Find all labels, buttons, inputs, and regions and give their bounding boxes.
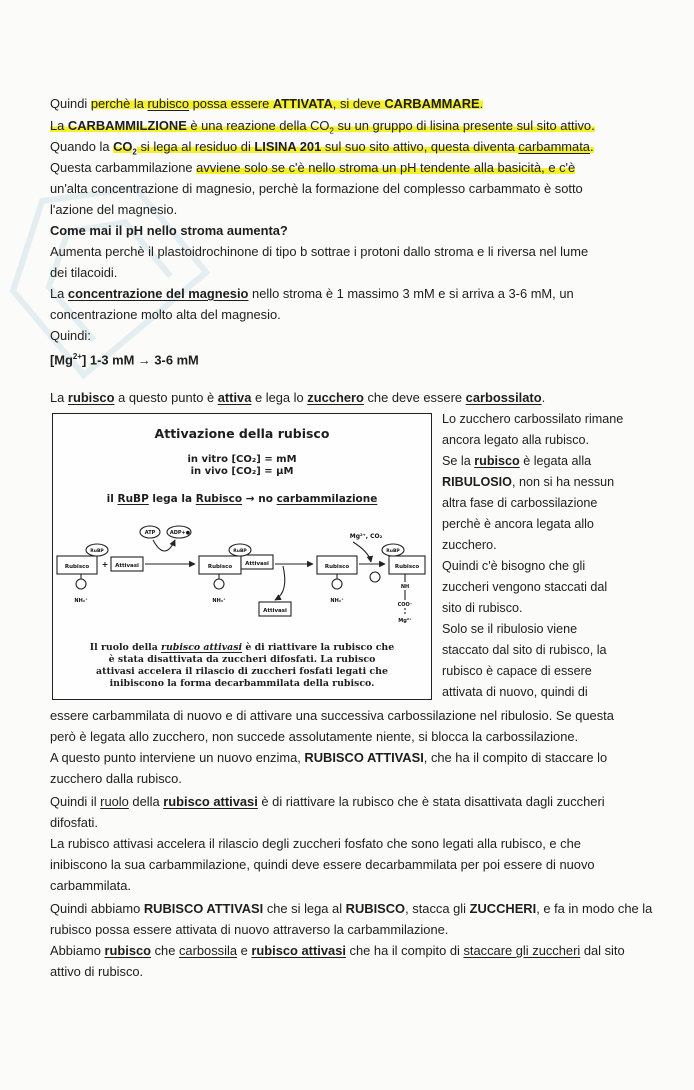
side-text-line: Solo se il ribulosio viene bbox=[442, 622, 578, 636]
rubisco-label: Rubisco bbox=[64, 564, 90, 570]
rubisco-label: Rubisco bbox=[394, 564, 420, 570]
side-text-line: zucchero. bbox=[442, 538, 497, 552]
text-line: La rubisco a questo punto è attiva e lega lo zucchero che deve essere carbossilato. bbox=[50, 390, 546, 405]
side-text-line: Quindi c'è bisogno che gli bbox=[442, 559, 586, 573]
text-line: un'alta concentrazione di magnesio, perchè la formazione del complesso carbammato è sotto bbox=[50, 181, 583, 196]
plus-sign: + bbox=[101, 560, 109, 569]
lysine-circle bbox=[370, 572, 380, 582]
side-text-line: ancora legato alla rubisco. bbox=[442, 433, 590, 447]
nh3-label: NH₃⁺ bbox=[212, 598, 226, 604]
nh3-label: NH₃⁺ bbox=[74, 598, 88, 604]
figure-caption: attivasi accelera il rilascio di zuccheri fosfati legati che bbox=[96, 666, 388, 677]
figure-title: Attivazione della rubisco bbox=[154, 426, 330, 441]
in-vitro-label: in vitro [CO₂] = mM bbox=[187, 454, 297, 465]
side-text-line: rubisco è capace di essere bbox=[442, 664, 592, 678]
text-line: Quindi perchè la rubisco possa essere ATTIVATA, si deve CARBAMMARE. bbox=[50, 96, 484, 111]
text-line: Quindi abbiamo RUBISCO ATTIVASI che si lega al RUBISCO, stacca gli ZUCCHERI, e fa in modo che la bbox=[50, 901, 653, 916]
formula-line: $[Mg^{2+}]$ 1-3 mM → 3-6 mM bbox=[50, 352, 199, 368]
adp-label: ADP+● bbox=[169, 530, 191, 536]
text-line: La rubisco attivasi accelera il rilascio degli zuccheri fosfato che sono legati alla rubisco, e che bbox=[50, 836, 581, 851]
text-line: dei tilacoidi. bbox=[50, 265, 118, 280]
text-line: però è legata allo zucchero, non succede assolutamente niente, si blocca la carbossilazione. bbox=[50, 729, 579, 744]
lysine-circle bbox=[214, 579, 224, 589]
text-line: A questo punto interviene un nuovo enzima, RUBISCO ATTIVASI, che ha il compito di staccare lo bbox=[50, 750, 608, 765]
lysine-circle bbox=[76, 579, 86, 589]
attivasi-label: Attivasi bbox=[115, 563, 139, 569]
side-text-line: altra fase di carbossilazione bbox=[442, 496, 598, 510]
text-line: Quindi: bbox=[50, 328, 91, 343]
side-text-line: staccato dal sito di rubisco, la bbox=[442, 643, 607, 657]
text-line: Aumenta perchè il plastoidrochinone di tipo b sottrae i protoni dallo stroma e li riversa nel lume bbox=[50, 244, 589, 259]
figure-caption: Il ruolo della rubisco attivasi è di riattivare la rubisco che bbox=[89, 642, 395, 653]
text-line: l'azione del magnesio. bbox=[50, 202, 178, 217]
rubp-label: RuBP bbox=[233, 549, 247, 554]
nh3-label: NH₃⁺ bbox=[330, 598, 344, 604]
figure-caption: inibiscono la forma decarbammilata della rubisco. bbox=[109, 678, 375, 689]
rubp-label: RuBP bbox=[90, 549, 104, 554]
side-text-line: sito di rubisco. bbox=[442, 601, 523, 615]
text-line: Abbiamo rubisco che carbossila e rubisco attivasi che ha il compito di staccare gli zuccheri dal sito bbox=[50, 943, 625, 958]
coo-label: COO⁻ bbox=[397, 602, 413, 608]
text-line: difosfati. bbox=[50, 815, 99, 830]
rubisco-activation-figure bbox=[52, 413, 432, 700]
text-line: attivo di rubisco. bbox=[50, 964, 144, 979]
attivasi-label: Attivasi bbox=[263, 608, 287, 614]
question-heading: Come mai il pH nello stroma aumenta? bbox=[50, 223, 288, 238]
in-vivo-label: in vivo [CO₂] = μM bbox=[190, 466, 294, 477]
side-text-line: Se la rubisco è legata alla bbox=[442, 454, 592, 468]
text-line: carbammilata. bbox=[50, 878, 131, 893]
text-line: inibiscono la sua carbammilazione, quindi deve essere decarbammilata per poi essere di nuovo bbox=[50, 857, 595, 872]
rubp-label: RuBP bbox=[386, 549, 400, 554]
atp-curve-arrow bbox=[153, 540, 175, 551]
text-line: Questa carbammilazione avviene solo se c'è nello stroma un pH tendente alla basicità, e c'è bbox=[50, 160, 576, 175]
activation-diagram bbox=[53, 522, 429, 632]
side-text-line: Lo zucchero carbossilato rimane bbox=[442, 412, 624, 426]
text-line: Quando la $CO_2$ si lega al residuo di LISINA 201 sul suo sito attivo, questa diventa carbammata. bbox=[50, 139, 594, 157]
mg-co2-label: Mg²⁺, CO₂ bbox=[349, 533, 383, 540]
side-text-line: perchè è ancora legata allo bbox=[442, 517, 594, 531]
text-line: La CARBAMMILZIONE è una reazione della $CO_2$ su un gruppo di lisina presente sul sito attivo. bbox=[50, 118, 595, 136]
text-line: rubisco possa essere attivata di nuovo attraverso la carbammilazione. bbox=[50, 922, 449, 937]
figure-caption: è stata disattivata da zuccheri difosfati. La rubisco bbox=[108, 654, 376, 665]
atp-label: ATP bbox=[144, 530, 156, 536]
text-line: essere carbammilata di nuovo e di attivare una successiva carbossilazione nel ribulosio. Se questa bbox=[50, 708, 614, 723]
rubisco-label: Rubisco bbox=[324, 564, 350, 570]
release-arrow bbox=[275, 566, 285, 600]
side-text-line: attivata di nuovo, quindi di bbox=[442, 685, 588, 699]
mg-label: Mg²⁺ bbox=[398, 618, 412, 624]
rubisco-label: Rubisco bbox=[207, 564, 233, 570]
text-line: La concentrazione del magnesio nello stroma è 1 massimo 3 mM e si arriva a 3-6 mM, un bbox=[50, 286, 574, 301]
side-text-line: zuccheri vengono staccati dal bbox=[442, 580, 608, 594]
lysine-circle bbox=[332, 579, 342, 589]
attivasi-label: Attivasi bbox=[245, 561, 269, 567]
nh-label: NH bbox=[400, 584, 410, 590]
side-text-line: RIBULOSIO, non si ha nessun bbox=[442, 475, 615, 489]
text-line: Quindi il ruolo della rubisco attivasi è di riattivare la rubisco che è stata disattivata dagli zuccheri bbox=[50, 794, 605, 809]
text-line: zucchero dalla rubisco. bbox=[50, 771, 182, 786]
figure-subtitle: il RuBP lega la Rubisco → no carbammilazione bbox=[106, 493, 378, 505]
text-line: concentrazione molto alta del magnesio. bbox=[50, 307, 281, 322]
